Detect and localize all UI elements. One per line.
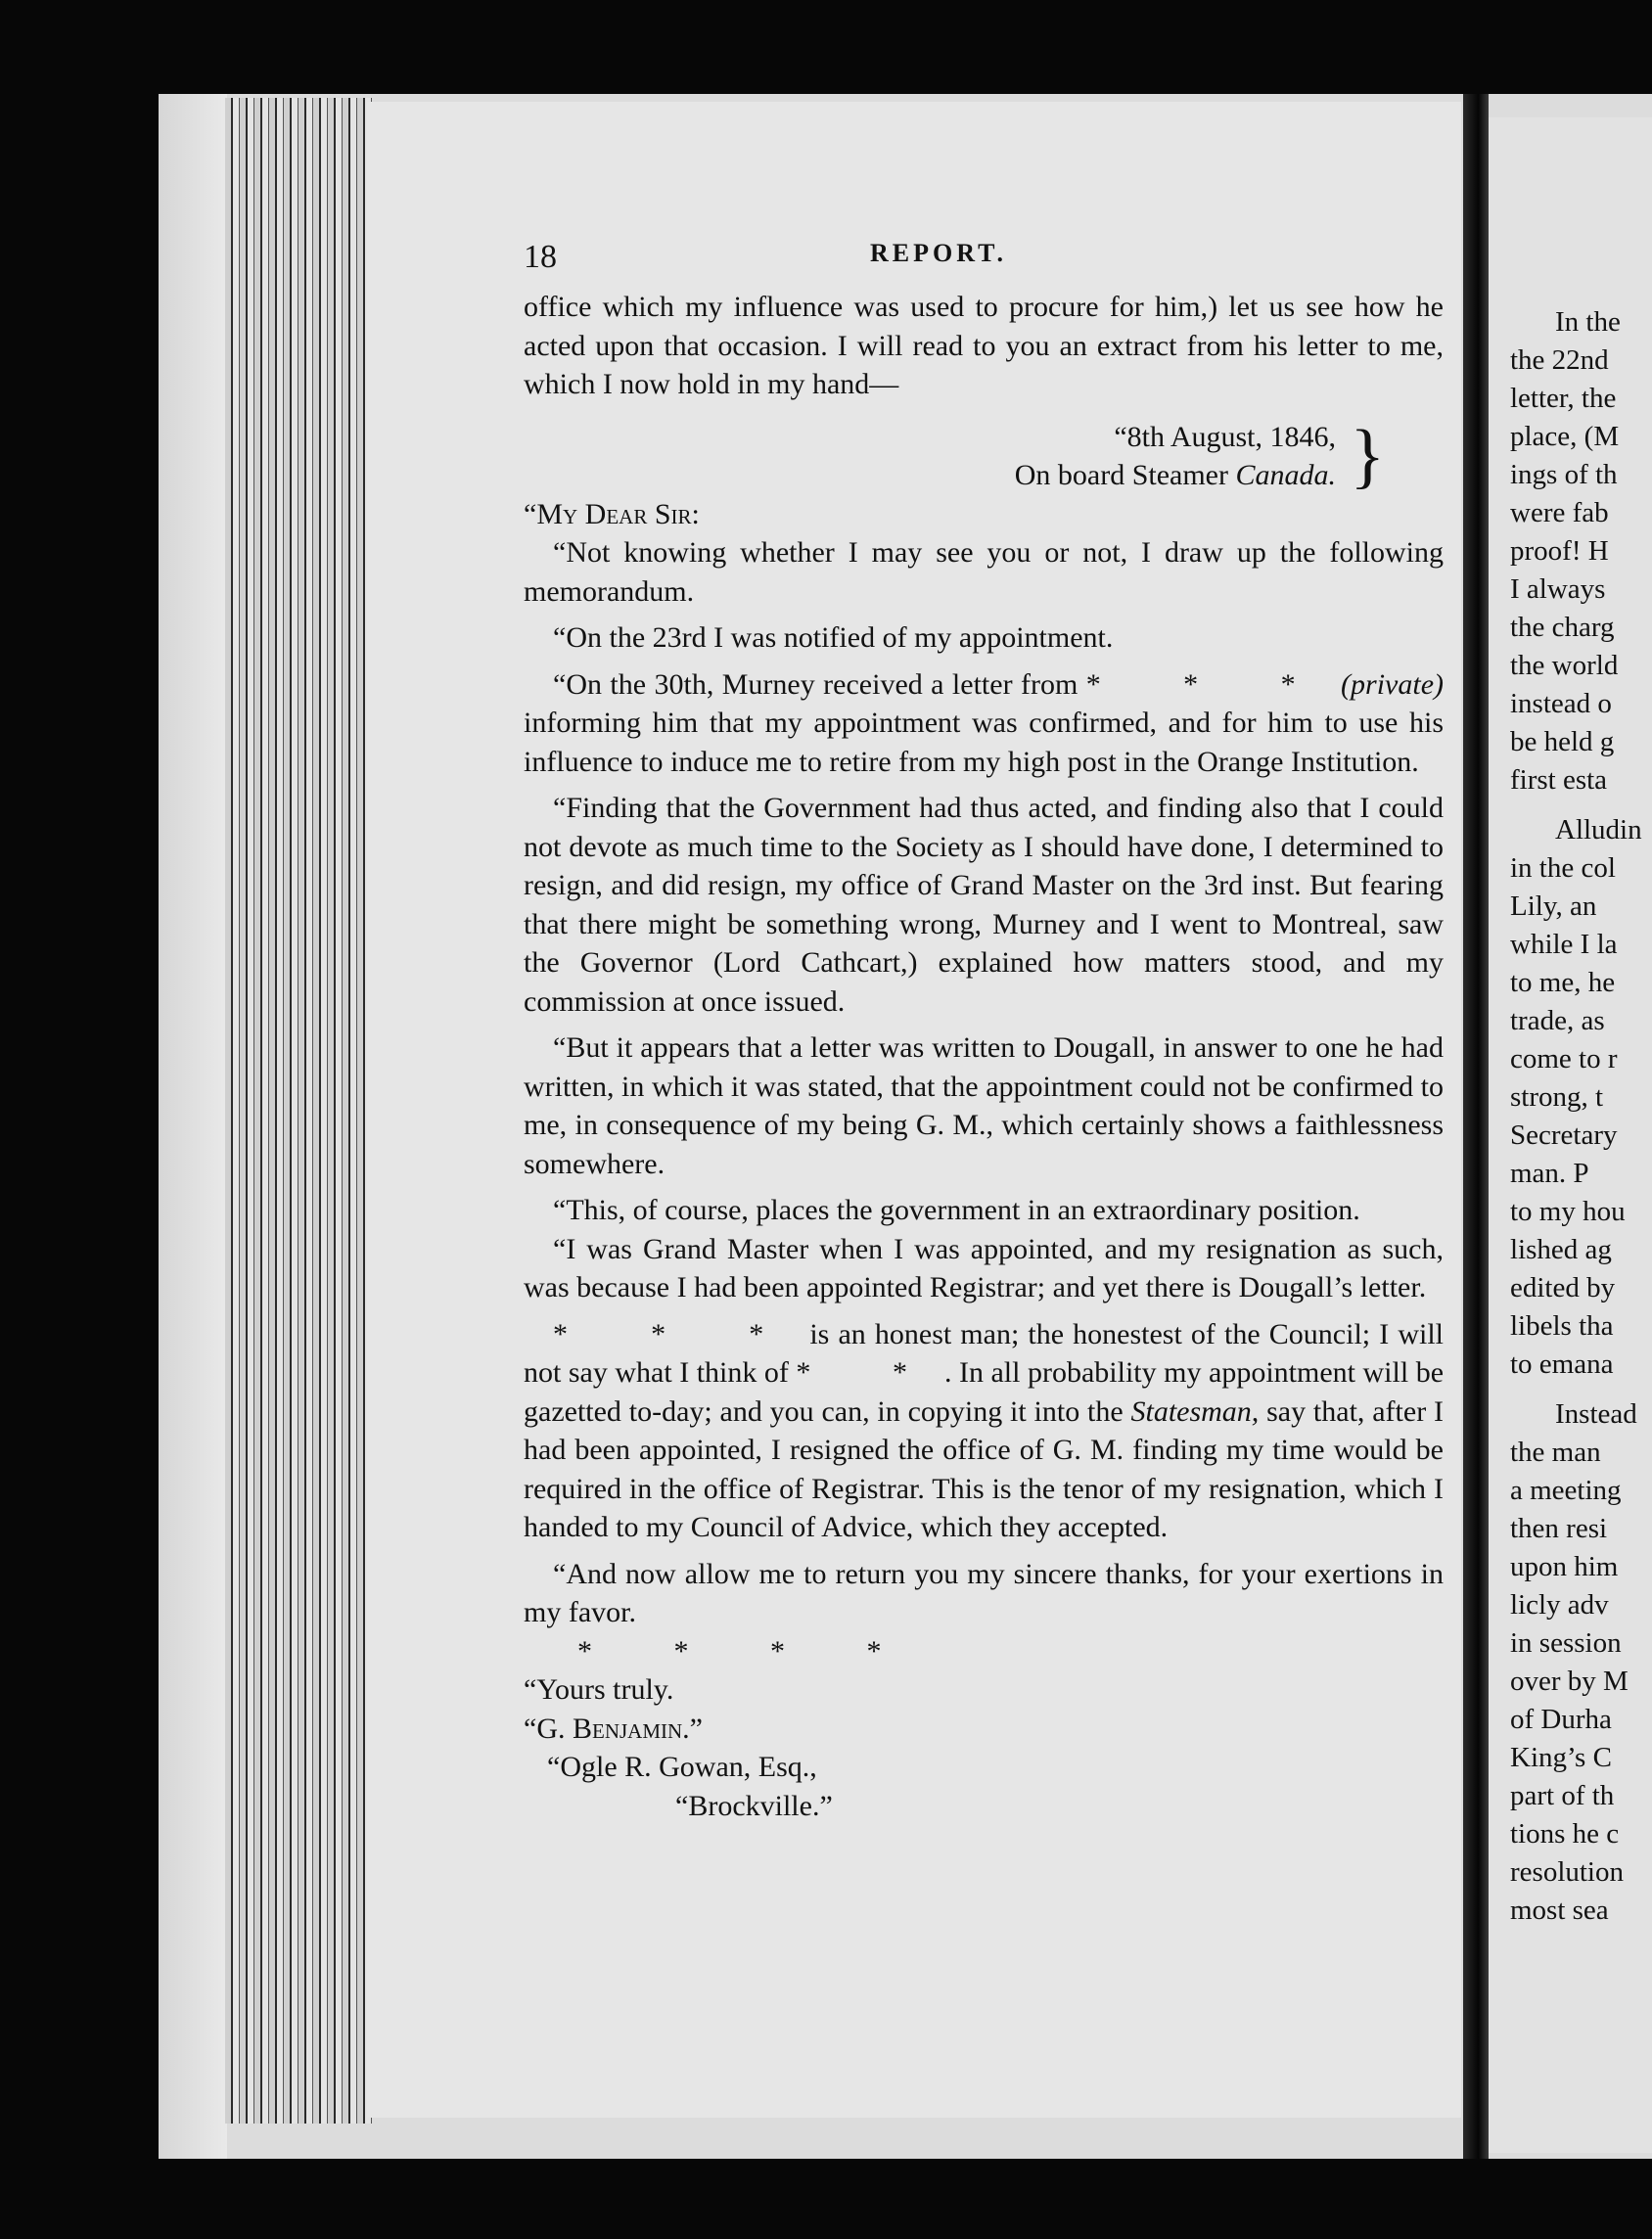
facing-page-line: be held g	[1510, 726, 1615, 757]
facing-page-line: a meeting	[1510, 1475, 1622, 1506]
addressee: “Ogle R. Gowan, Esq.,	[547, 1751, 817, 1783]
closing-asterisks	[524, 1632, 1444, 1671]
facing-page-line: tions he c	[1510, 1818, 1620, 1850]
letter-paragraph-9: “And now allow me to return you my sincere thanks, for your exertions in my favor.	[524, 1557, 1444, 1628]
facing-page-line: of Durha	[1510, 1704, 1612, 1735]
facing-page-line: ings of th	[1510, 459, 1618, 490]
facing-page-line: upon him	[1510, 1551, 1619, 1582]
facing-page-line: instead o	[1510, 688, 1612, 719]
letter-paragraph-8	[524, 1315, 1444, 1547]
p8-text-b: . In all probability my appointment will be gazetted to-day; and you can, in copying it into the	[524, 1356, 1445, 1428]
valediction: “Yours truly.	[524, 1673, 674, 1706]
facing-page-line: the charg	[1510, 612, 1615, 643]
page-header	[524, 239, 1354, 278]
letter-paragraph-7: “I was Grand Master when I was appointed, and my resignation as such, was because I had been appointed Registrar; and yet there is Dougall’s letter.	[524, 1232, 1444, 1303]
facing-page-line: to emana	[1510, 1348, 1614, 1380]
facing-page-line: licly adv	[1510, 1589, 1609, 1621]
facing-page-line: man. P	[1510, 1158, 1589, 1189]
facing-page-line: strong, t	[1510, 1081, 1604, 1113]
intro-paragraph: office which my influence was used to procure for him,) let us see how he acted upon that occasion. I will read to you an extract from his letter to me, which I now hold in my hand—	[524, 291, 1444, 400]
facing-page-line: In the	[1555, 306, 1621, 338]
facing-page-line: trade, as	[1510, 1005, 1605, 1036]
letter-dateline	[524, 415, 1385, 496]
facing-page-line: the man	[1510, 1437, 1601, 1468]
facing-page-line: most sea	[1510, 1895, 1609, 1926]
running-head: REPORT.	[870, 239, 1007, 267]
facing-page-line: King’s C	[1510, 1742, 1612, 1773]
facing-page-line: come to r	[1510, 1043, 1618, 1074]
facing-page-line: in session	[1510, 1627, 1622, 1659]
p8-asterisks-2: * *	[796, 1356, 944, 1389]
p8-statesman: Statesman,	[1130, 1394, 1260, 1428]
letter-paragraph-6: “This, of course, places the government in an extraordinary position.	[553, 1194, 1360, 1226]
facing-page-line: Alludin	[1555, 814, 1642, 845]
letter-paragraph-1: “Not knowing whether I may see you or not, I draw up the following memorandum.	[524, 536, 1444, 608]
signature: “G. Benjamin.”	[524, 1712, 703, 1745]
letter-paragraph-2: “On the 23rd I was notified of my appointment.	[553, 621, 1114, 654]
dateline-place-text: On board Steamer	[1014, 459, 1236, 491]
facing-page-line: edited by	[1510, 1272, 1616, 1303]
p3-text-a: “On the 30th, Murney received a letter from	[553, 667, 1086, 701]
p3-asterisks: * * *	[1085, 667, 1333, 701]
closing-asterisks-text: * * * *	[577, 1634, 919, 1668]
facing-page-line: the 22nd	[1510, 344, 1609, 376]
facing-page-line: were fab	[1510, 497, 1609, 528]
letter-paragraph-4: “Finding that the Government had thus acted, and finding also that I could not devote as much time to the Society as I should have done, I determined to resign, and did resign, my office of Grand Master on the 3rd inst. But fearing that there might be something wrong, Murney and I went to Montreal, saw the Governor (Lord Cathcart,) explained how matters stood, and my commission at once issued.	[524, 792, 1444, 1018]
p8-text-a: is an honest man; the honestest of the Council; I will not say what I think of	[524, 1317, 1444, 1389]
facing-page-line: first esta	[1510, 764, 1608, 796]
p3-text-b: informing him that my appointment was confirmed, and for him to use his influence to induce me to retire from my high post in the Orange Institution.	[524, 707, 1444, 778]
facing-page-line: lished ag	[1510, 1234, 1612, 1265]
letter-paragraph-5: “But it appears that a letter was written to Dougall, in answer to one he had written, in which it was stated, that the appointment could not be confirmed to me, in consequence of my being G. M., which certainly shows a faithlessness somewhere.	[524, 1031, 1444, 1180]
facing-page-line: part of th	[1510, 1780, 1615, 1811]
facing-page-line: Secretary	[1510, 1120, 1618, 1151]
facing-page-line: to my hou	[1510, 1196, 1626, 1227]
facing-page-line: libels tha	[1510, 1310, 1614, 1342]
facing-page-line: Lily, an	[1510, 891, 1597, 922]
p8-asterisks: * * *	[553, 1317, 802, 1350]
facing-page-line: resolution	[1510, 1856, 1624, 1888]
page-body	[524, 288, 1444, 1825]
dateline-ship-name: Canada.	[1235, 459, 1336, 491]
salutation: “My Dear Sir:	[524, 497, 700, 530]
facing-page-fragment	[1489, 117, 1652, 2153]
p8-text-c: say that, after I had been appointed, I resigned the office of G. M. finding my time would be required in the office of Registrar. This is the tenor of my resignation, which I handed to my Council of Advice, which they accepted.	[524, 1394, 1444, 1543]
facing-page-line: place, (M	[1510, 421, 1620, 452]
addressee-place: “Brockville.”	[675, 1789, 833, 1822]
facing-page-line: I always	[1510, 573, 1606, 605]
facing-page-line: over by M	[1510, 1666, 1629, 1697]
letter-paragraph-3	[524, 665, 1444, 782]
facing-page-line: to me, he	[1510, 967, 1616, 998]
facing-page-line: proof! H	[1510, 535, 1609, 567]
facing-page-line: the world	[1510, 650, 1619, 681]
facing-page-line: while I la	[1510, 929, 1618, 960]
left-page	[367, 102, 1461, 2118]
cover-edge	[159, 94, 227, 2159]
facing-page-line: then resi	[1510, 1513, 1608, 1544]
dateline-date: “8th August, 1846,	[1114, 420, 1336, 453]
facing-page-line: Instead	[1555, 1398, 1637, 1430]
dateline-place	[524, 456, 1336, 495]
page-number: 18	[524, 239, 557, 275]
stacked-page-edges	[225, 98, 372, 2124]
facing-page-line: letter, the	[1510, 383, 1617, 414]
p3-private: (private)	[1341, 667, 1445, 701]
facing-page-line: in the col	[1510, 852, 1616, 884]
book-gutter	[1463, 94, 1489, 2159]
brace-mark: }	[1350, 415, 1385, 496]
